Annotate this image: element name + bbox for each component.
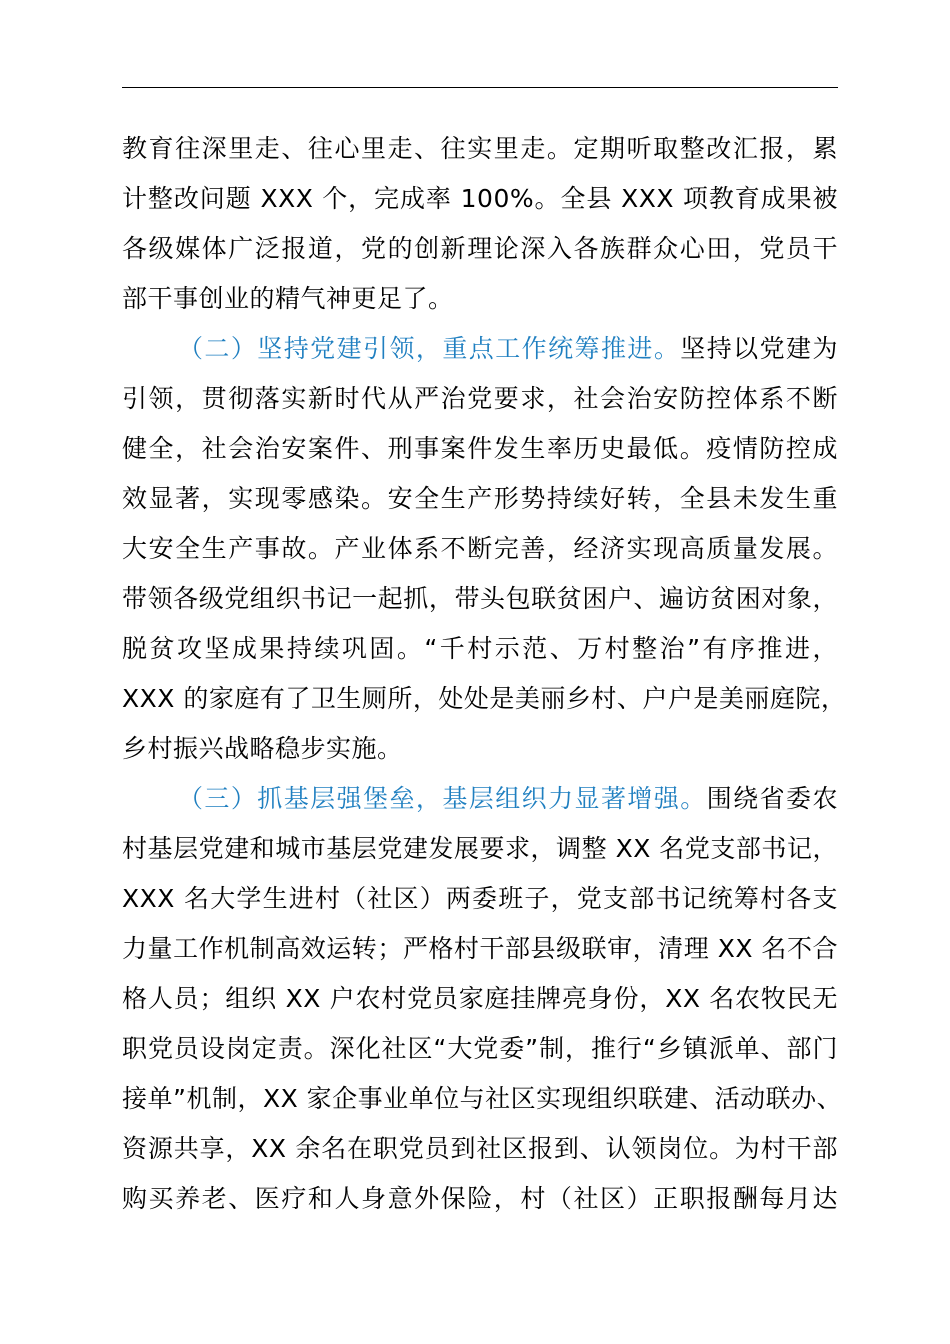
paragraph-1 (122, 124, 838, 324)
text-line: 村基层党建和城市基层党建发展要求，调整 XX 名党支部书记， (122, 834, 838, 863)
paragraph-first-line (122, 774, 838, 824)
text-line: 健全，社会治安案件、刑事案件发生率历史最低。疫情防控成 (122, 434, 838, 463)
text-line: 引领，贯彻落实新时代从严治党要求，社会治安防控体系不断 (122, 384, 838, 413)
text-line: 大安全生产事故。产业体系不断完善，经济实现高质量发展。 (122, 534, 838, 563)
document-body (122, 124, 847, 1224)
text-line: 各级媒体广泛报道，党的创新理论深入各族群众心田，党员干 (122, 234, 838, 263)
text-line: 教育往深里走、往心里走、往实里走。定期听取整改汇报，累 (122, 134, 838, 163)
text-line: 效显著，实现零感染。安全生产形势持续好转，全县未发生重 (122, 484, 838, 513)
text-line: 带领各级党组织书记一起抓，带头包联贫困户、遍访贫困对象， (122, 584, 838, 613)
text-line: 脱贫攻坚成果持续巩固。“千村示范、万村整治”有序推进， (122, 634, 838, 663)
header-rule (122, 87, 838, 88)
text-span: 围绕省委农 (706, 784, 838, 813)
paragraph-first-line (122, 324, 838, 374)
section-heading-3: （三）抓基层强堡垒，基层组织力显著增强。 (178, 784, 707, 813)
text-line: 购买养老、医疗和人身意外保险，村（社区）正职报酬每月达 (122, 1184, 838, 1213)
text-line: 格人员；组织 XX 户农村党员家庭挂牌亮身份，XX 名农牧民无 (122, 984, 838, 1013)
text-line: XXX 名大学生进村（社区）两委班子，党支部书记统筹村各支 (122, 884, 838, 913)
text-line: 乡村振兴战略稳步实施。 (122, 734, 403, 763)
text-line: 部干事创业的精气神更足了。 (122, 284, 454, 313)
text-line: 资源共享，XX 余名在职党员到社区报到、认领岗位。为村干部 (122, 1134, 838, 1163)
text-line: XXX 的家庭有了卫生厕所，处处是美丽乡村、户户是美丽庭院， (122, 684, 847, 713)
text-line: 力量工作机制高效运转；严格村干部县级联审，清理 XX 名不合 (122, 934, 838, 963)
paragraph-3 (122, 774, 843, 1224)
section-heading-2: （二）坚持党建引领，重点工作统筹推进。 (178, 334, 681, 363)
text-line: 计整改问题 XXX 个，完成率 100%。全县 XXX 项教育成果被 (122, 184, 838, 213)
text-line: 接单”机制，XX 家企事业单位与社区实现组织联建、活动联办、 (122, 1084, 843, 1113)
text-span: 坚持以党建为 (680, 334, 838, 363)
text-line: 职党员设岗定责。深化社区“大党委”制，推行“乡镇派单、部门 (122, 1034, 838, 1063)
paragraph-2 (122, 324, 847, 774)
